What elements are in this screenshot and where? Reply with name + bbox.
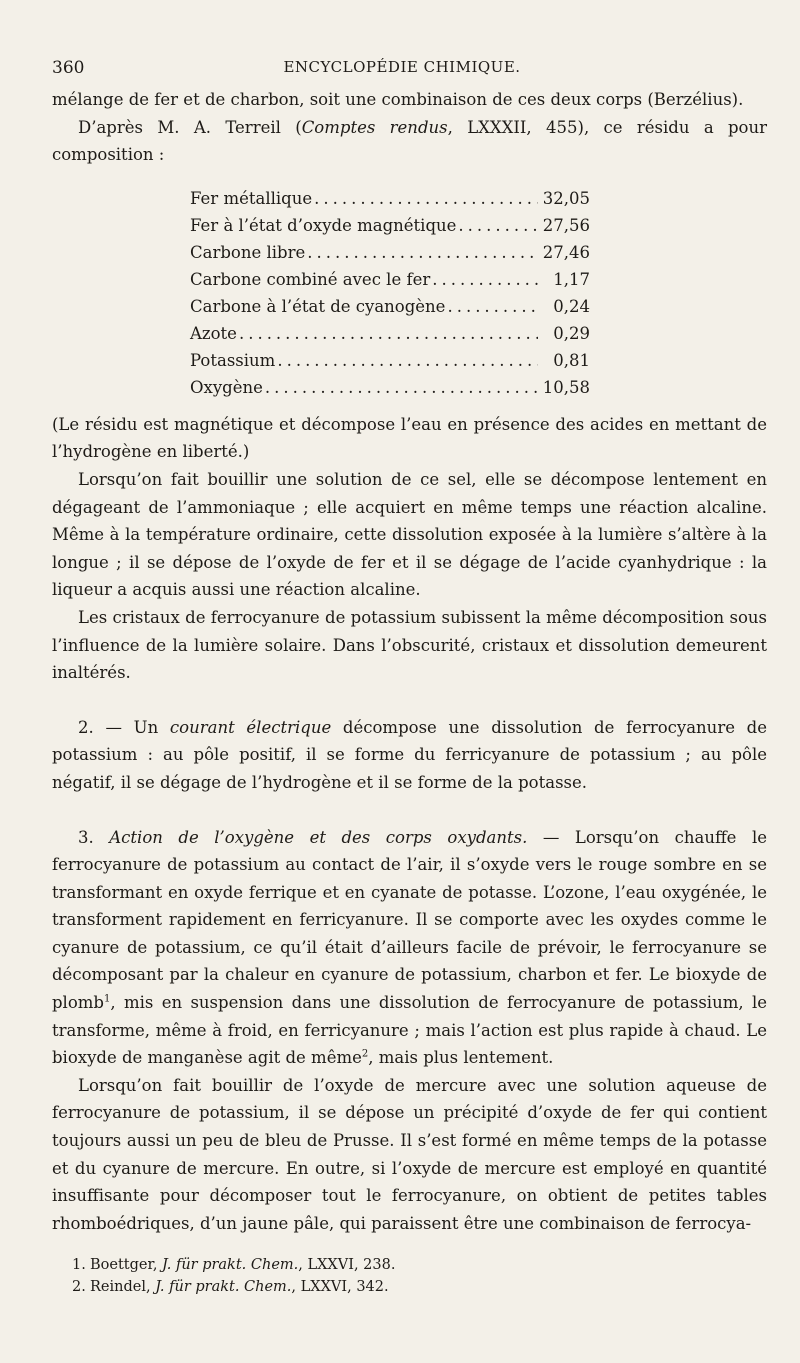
- footnote-ref: 2: [361, 1048, 369, 1060]
- text-run: , LXXXII, 455), ce résidu a pour composition :: [52, 117, 768, 165]
- footnote-number: 1.: [72, 1257, 86, 1273]
- footnote-ref-text: , LXXVI, 238.: [298, 1257, 396, 1273]
- footnote-ref: 1: [103, 993, 111, 1005]
- component-label: Azote: [190, 323, 237, 343]
- paragraph: Les cristaux de ferrocyanure de potassium subissent la même décomposition sous l’influence de la lumière solaire. Dans l’obscurité, cristaux et dissolution demeurent inaltérés.: [52, 607, 767, 683]
- component-value: 0,24: [553, 296, 590, 316]
- text-run: décompose une dissolution de ferrocyanure de potassium : au pôle positif, il se forme du ferricyanure de potassium ; au pôle négatif, il se dégage de l’hydrogène et il se forme de la potasse.: [52, 717, 768, 792]
- paragraph: (Le résidu est magnétique et décompose l’eau en présence des acides en mettant de l’hydrogène en liberté.): [52, 414, 767, 462]
- footnote-number: 2.: [72, 1279, 86, 1295]
- paragraph: [52, 114, 767, 169]
- composition-row: [190, 320, 590, 347]
- journal-title: Comptes rendus: [301, 117, 448, 137]
- component-value: 1,17: [553, 269, 590, 289]
- composition-table: [190, 185, 590, 401]
- component-label: Carbone libre: [190, 242, 306, 262]
- dot-leader: [275, 347, 538, 374]
- paragraph: Lorsqu’on fait bouillir une solution de ce sel, elle se décompose lentement en dégageant de l’ammoniaque ; elle acquiert en même temps une réaction alcaline. Même à la température ordinaire, cette dissolution exposée à la lumière s’altère à la longue ; il se dépose de l’oxyde de fer et il se dégage de l’acide cyanhydrique : la liqueur a acquis aussi une réaction alcaline.: [52, 469, 767, 600]
- paragraph: [52, 824, 767, 1072]
- text-run: , mais plus lentement.: [368, 1048, 554, 1068]
- dot-leader: [456, 212, 538, 239]
- footnote: [72, 1276, 752, 1298]
- paragraph: Lorsqu’on fait bouillir de l’oxyde de mercure avec une solution aqueuse de ferrocyanure de potassium, il se dépose un précipité d’oxyde de fer qui contient toujours aussi un peu de bleu de Prusse. Il s’est formé en même temps de la potasse et du cyanure de mercure. En outre, si l’oxyde de mercure est employé en quantité insuffisante pour décomposer tout le ferrocyanure, on obtient de petites tables rhomboédriques, d’un jaune pâle, qui paraissent être une combinaison de ferrocya-: [52, 1075, 767, 1233]
- component-label: Fer à l’état d’oxyde magnétique: [190, 215, 457, 235]
- text-run: 2. — Un: [78, 717, 170, 737]
- section-heading: Action de l’oxygène et des corps oxydants.: [109, 827, 528, 847]
- page-number: 360: [52, 58, 85, 78]
- running-title: ENCYCLOPÉDIE CHIMIQUE.: [283, 58, 521, 76]
- composition-row: [190, 293, 590, 320]
- component-value: 0,81: [553, 350, 590, 370]
- component-value: 0,29: [553, 323, 590, 343]
- footnote-journal: J. für prakt. Chem.: [162, 1257, 299, 1273]
- component-label: Carbone à l’état de cyanogène: [190, 296, 446, 316]
- component-label: Fer métallique: [190, 188, 313, 208]
- dot-leader: [445, 293, 538, 320]
- page-header: [52, 58, 752, 82]
- section-number: 3.: [78, 827, 110, 847]
- component-value: 27,56: [542, 215, 590, 235]
- composition-row: [190, 347, 590, 374]
- dot-leader: [305, 239, 538, 266]
- component-value: 27,46: [542, 242, 590, 262]
- composition-row: [190, 212, 590, 239]
- footnote-ref-text: , LXXVI, 342.: [291, 1279, 389, 1295]
- component-value: 32,05: [542, 188, 590, 208]
- dot-leader: [263, 374, 538, 401]
- composition-row: [190, 185, 590, 212]
- emphasis: courant électrique: [169, 717, 332, 737]
- composition-row: [190, 266, 590, 293]
- footnote-journal: J. für prakt. Chem.: [155, 1279, 292, 1295]
- text-run: D’après M. A. Terreil (: [78, 117, 302, 137]
- footnote-author: Boettger,: [90, 1257, 163, 1273]
- paragraph: [52, 714, 767, 797]
- footnotes: [72, 1254, 752, 1298]
- footnote: [72, 1254, 752, 1276]
- dot-leader: [237, 320, 538, 347]
- text-run: , mis en suspension dans une dissolution de ferrocyanure de potassium, le transforme, même à froid, en ferricyanure ; mais l’action est plus rapide à chaud. Le bioxyde de manganèse agit de même: [52, 993, 767, 1068]
- component-label: Carbone combiné avec le fer: [190, 269, 431, 289]
- component-label: Oxygène: [190, 377, 263, 397]
- dot-leader: [430, 266, 538, 293]
- component-value: 10,58: [542, 377, 590, 397]
- footnote-author: Reindel,: [90, 1279, 156, 1295]
- dot-leader: [312, 185, 538, 212]
- body-text: [52, 86, 767, 1237]
- composition-row: [190, 239, 590, 266]
- composition-row: [190, 374, 590, 401]
- text-run: — Lorsqu’on chauffe le ferrocyanure de potassium au contact de l’air, il s’oxyde vers le rouge sombre en se transformant en oxyde ferrique et en cyanate de potasse. L’ozone, l’eau oxygénée, le transforment rapidement en ferricyanure. Il se comporte avec les oxydes comme le cyanure de potassium, ce qu’il était d’ailleurs facile de prévoir, le ferrocyanure se décomposant par la chaleur en cyanure de potassium, charbon et fer. Le bioxyde de plomb: [52, 827, 767, 1013]
- paragraph: mélange de fer et de charbon, soit une combinaison de ces deux corps (Berzélius).: [52, 90, 744, 109]
- component-label: Potassium: [190, 350, 276, 370]
